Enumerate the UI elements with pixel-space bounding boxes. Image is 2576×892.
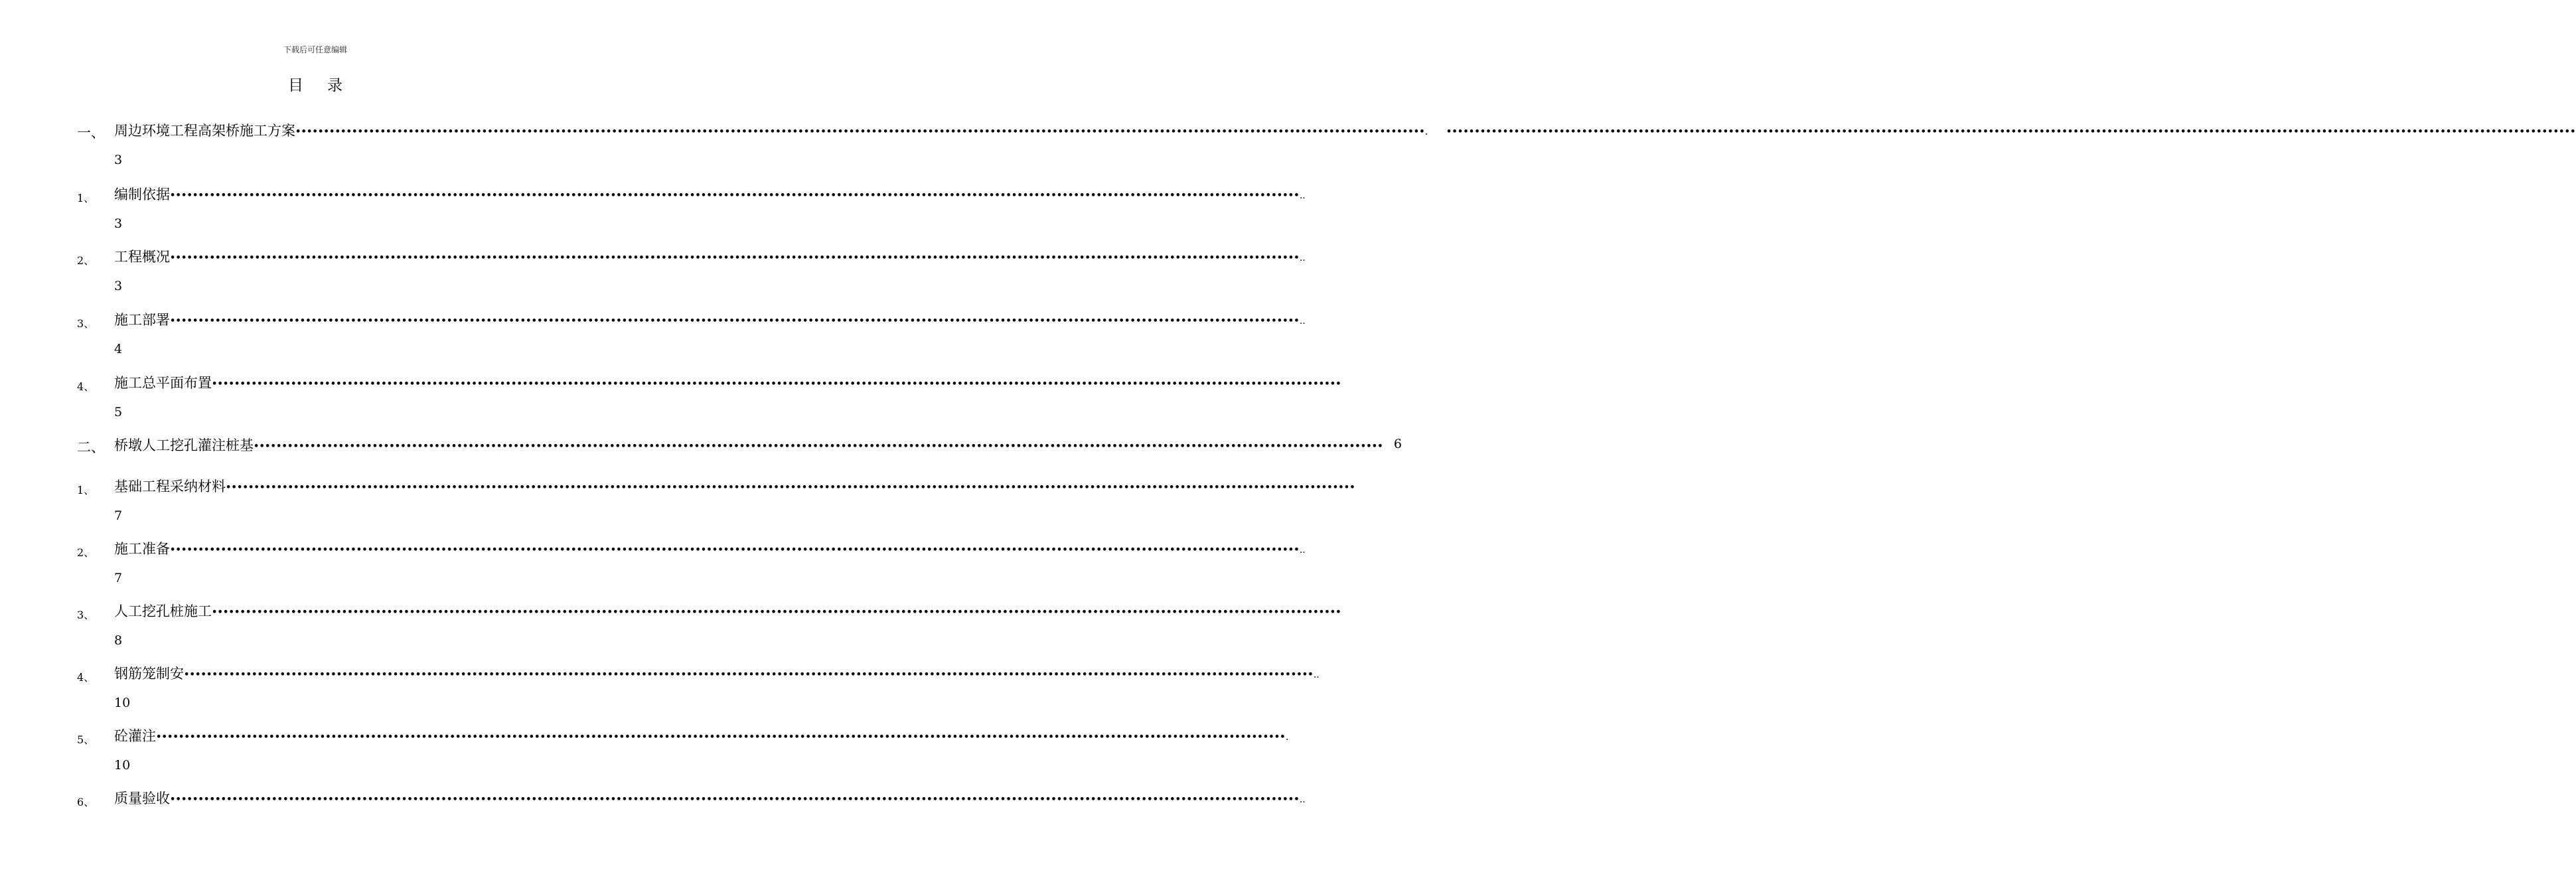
toc-entry-number: 一、 <box>77 125 105 141</box>
toc-entry-number: 2、 <box>77 546 95 559</box>
toc-entry-label: 砼灌注 <box>114 728 156 744</box>
toc-entry-label: 周边环境工程高架桥施工方案 <box>114 123 295 139</box>
toc-entry[interactable] <box>114 539 1306 559</box>
toc-entry-number: 5、 <box>77 733 95 746</box>
toc-leader-dots: •••••••••••••••••••••••••••••••••••••••••••••••••••••••••••••••••••••••••••••••••••••••••••••••••••••••••••••••••••••••••••••••••••••••••••••••••••••••••••••••••••••••••••••••••••••••••••••••••••••••• <box>184 670 1314 680</box>
toc-entry-label: 施工部署 <box>114 312 170 328</box>
toc-leader-dots: •••••••••••••••••••••••••••••••••••••••••••••••••••••••••••••••••••••••••••••••••••••••••••••••••••••••••••••••••••••••••••••••••••••••••••••••••••••••••••••••••••••••••••••••••••••••••••••••••••••••• <box>226 483 1355 492</box>
toc-entry-label: 编制依据 <box>114 186 170 202</box>
title-char-2: 录 <box>327 77 342 94</box>
toc-page-number: 4 <box>114 342 123 356</box>
toc-leader-dots: •••••••••••••••••••••••••••••••••••••••••••••••••••••••••••••••••••••••••••••••••••••••••••••••••••••••••••••••••••••••••••••••••••••••••••••••••••••••••••••••••••••••••••••••••••••••••••••••••••••••• <box>295 127 1425 137</box>
toc-entry[interactable] <box>114 185 1306 204</box>
toc-leader-tail: ． <box>1424 127 1434 137</box>
toc-entry-label: 人工挖孔桩施工 <box>114 603 212 619</box>
toc-page-number: 3 <box>114 153 123 167</box>
toc-leader-dots: •••••••••••••••••••••••••••••••••••••••••••••••••••••••••••••••••••••••••••••••••••••••••••••••••••••••••••••••••••••••••••••••••••••••••••••••••••••••••••••••••••••••••••••••••••••••••••••••••••••••• <box>170 253 1300 263</box>
toc-entry-number: 3、 <box>77 609 95 621</box>
toc-entry-label: 施工总平面布置 <box>114 375 212 391</box>
title-char-1: 目 <box>288 77 303 94</box>
toc-entry[interactable] <box>114 247 1306 267</box>
toc-entry-number: 1、 <box>77 484 95 496</box>
toc-entry-label: 桥墩人工挖孔灌注桩基 <box>114 437 254 453</box>
toc-page-number: 7 <box>114 571 123 585</box>
toc-leader-tail: .. <box>1299 545 1306 556</box>
toc-leader-dots: •••••••••••••••••••••••••••••••••••••••••••••••••••••••••••••••••••••••••••••••••••••••••••••••••••••••••••••••••••••••••••••••••••••••••••••••••••••••••••••••••••••••••••••••••••••••••••••••••••••••• <box>212 607 1341 617</box>
toc-entry-label: 基础工程采纳材料 <box>114 479 226 494</box>
toc-page-number: 3 <box>114 216 123 231</box>
toc-leader-tail: .. <box>1299 253 1306 263</box>
toc-entry[interactable] <box>114 310 1306 330</box>
toc-entry[interactable] <box>114 726 1289 746</box>
toc-leader-dots: •••••••••••••••••••••••••••••••••••••••••••••••••••••••••••••••••••••••••••••••••••••••••••••••••••••••••••••••••••••••••••••••••••••••••••••••••••••••••••••••••••••••••••••••••••••••••••••••••••••••• <box>170 316 1300 326</box>
toc-entry-number: 二、 <box>77 439 105 455</box>
toc-page-number: 5 <box>114 405 123 419</box>
toc-entry-number: 2、 <box>77 254 95 267</box>
toc-page-number: 8 <box>114 633 123 648</box>
toc-entry-label: 施工准备 <box>114 541 170 557</box>
toc-entry[interactable] <box>114 477 1355 496</box>
toc-entry-label: 质量验收 <box>114 790 170 806</box>
toc-leader-tail: .. <box>1299 190 1306 201</box>
toc-entry-number: 1、 <box>77 192 95 204</box>
toc-page-number: 3 <box>114 279 123 293</box>
toc-page-number: 10 <box>114 758 131 773</box>
toc-entry-number: 6、 <box>77 796 95 808</box>
toc-leader-dots: •••••••••••••••••••••••••••••••••••••••••••••••••••••••••••••••••••••••••••••••••••••••••••••••••••••••••••••••••••••••••••••••••••••••••••••••••••••••••••••••••••••••••••••••••••••••••••••••••••••••• <box>170 794 1300 804</box>
toc-entry[interactable] <box>114 373 1341 393</box>
page-title <box>0 73 631 95</box>
header-note: 下载后可任意编辑 <box>283 45 347 54</box>
toc-leader-dots: •••••••••••••••••••••••••••••••••••••••••••••••••••••••••••••••••••••••••••••••••••••••••••••••••••••••••••••••••••••••••••••••••••••••••••••••••••••••••••••••••••••••••••••••••••••••••••••••••••••••• <box>170 545 1300 555</box>
toc-leader-tail: . <box>1285 732 1289 743</box>
toc-entry[interactable] <box>114 121 2576 141</box>
toc-leader-tail: .. <box>1299 794 1306 805</box>
toc-entry-number: 4、 <box>77 380 95 393</box>
toc-entry-number: 3、 <box>77 317 95 330</box>
toc-entry[interactable] <box>114 601 1341 621</box>
toc-page-number: 7 <box>114 508 123 523</box>
toc-leader-dots: •••••••••••••••••••••••••••••••••••••••••••••••••••••••••••••••••••••••••••••••••••••••••••••••••••••••••••••••••••••••••••••••••••••••••••••••••••••••••••••••••••••••••••••••••••••••••••••••••••••••• <box>254 441 1383 451</box>
toc-leader-dots: •••••••••••••••••••••••••••••••••••••••••••••••••••••••••••••••••••••••••••••••••••••••••••••••••••••••••••••••••••••••••••••••••••••••••••••••••••••••••••••••••••••••••••••••••••••••••••••••••••••••• <box>1446 127 2576 137</box>
toc-entry[interactable] <box>114 664 1320 684</box>
toc-page-number: 10 <box>114 696 131 710</box>
toc-leader-dots: •••••••••••••••••••••••••••••••••••••••••••••••••••••••••••••••••••••••••••••••••••••••••••••••••••••••••••••••••••••••••••••••••••••••••••••••••••••••••••••••••••••••••••••••••••••••••••••••••••••••• <box>170 190 1300 200</box>
toc-leader-tail: .. <box>1313 670 1320 680</box>
toc-entry-number: 4、 <box>77 671 95 684</box>
toc-entry-label: 钢筋笼制安 <box>114 666 184 682</box>
toc-leader-dots: •••••••••••••••••••••••••••••••••••••••••••••••••••••••••••••••••••••••••••••••••••••••••••••••••••••••••••••••••••••••••••••••••••••••••••••••••••••••••••••••••••••••••••••••••••••••••••••••••••••••• <box>212 379 1341 389</box>
toc-leader-tail: .. <box>1299 316 1306 327</box>
toc-entry[interactable] <box>114 435 1402 455</box>
toc-entry[interactable] <box>114 788 1306 808</box>
toc-leader-dots: •••••••••••••••••••••••••••••••••••••••••••••••••••••••••••••••••••••••••••••••••••••••••••••••••••••••••••••••••••••••••••••••••••••••••••••••••••••••••••••••••••••••••••••••••••••••••••••••••••••••• <box>156 732 1286 742</box>
toc-entry-label: 工程概况 <box>114 249 170 265</box>
toc-page-number: 6 <box>1393 437 1402 451</box>
